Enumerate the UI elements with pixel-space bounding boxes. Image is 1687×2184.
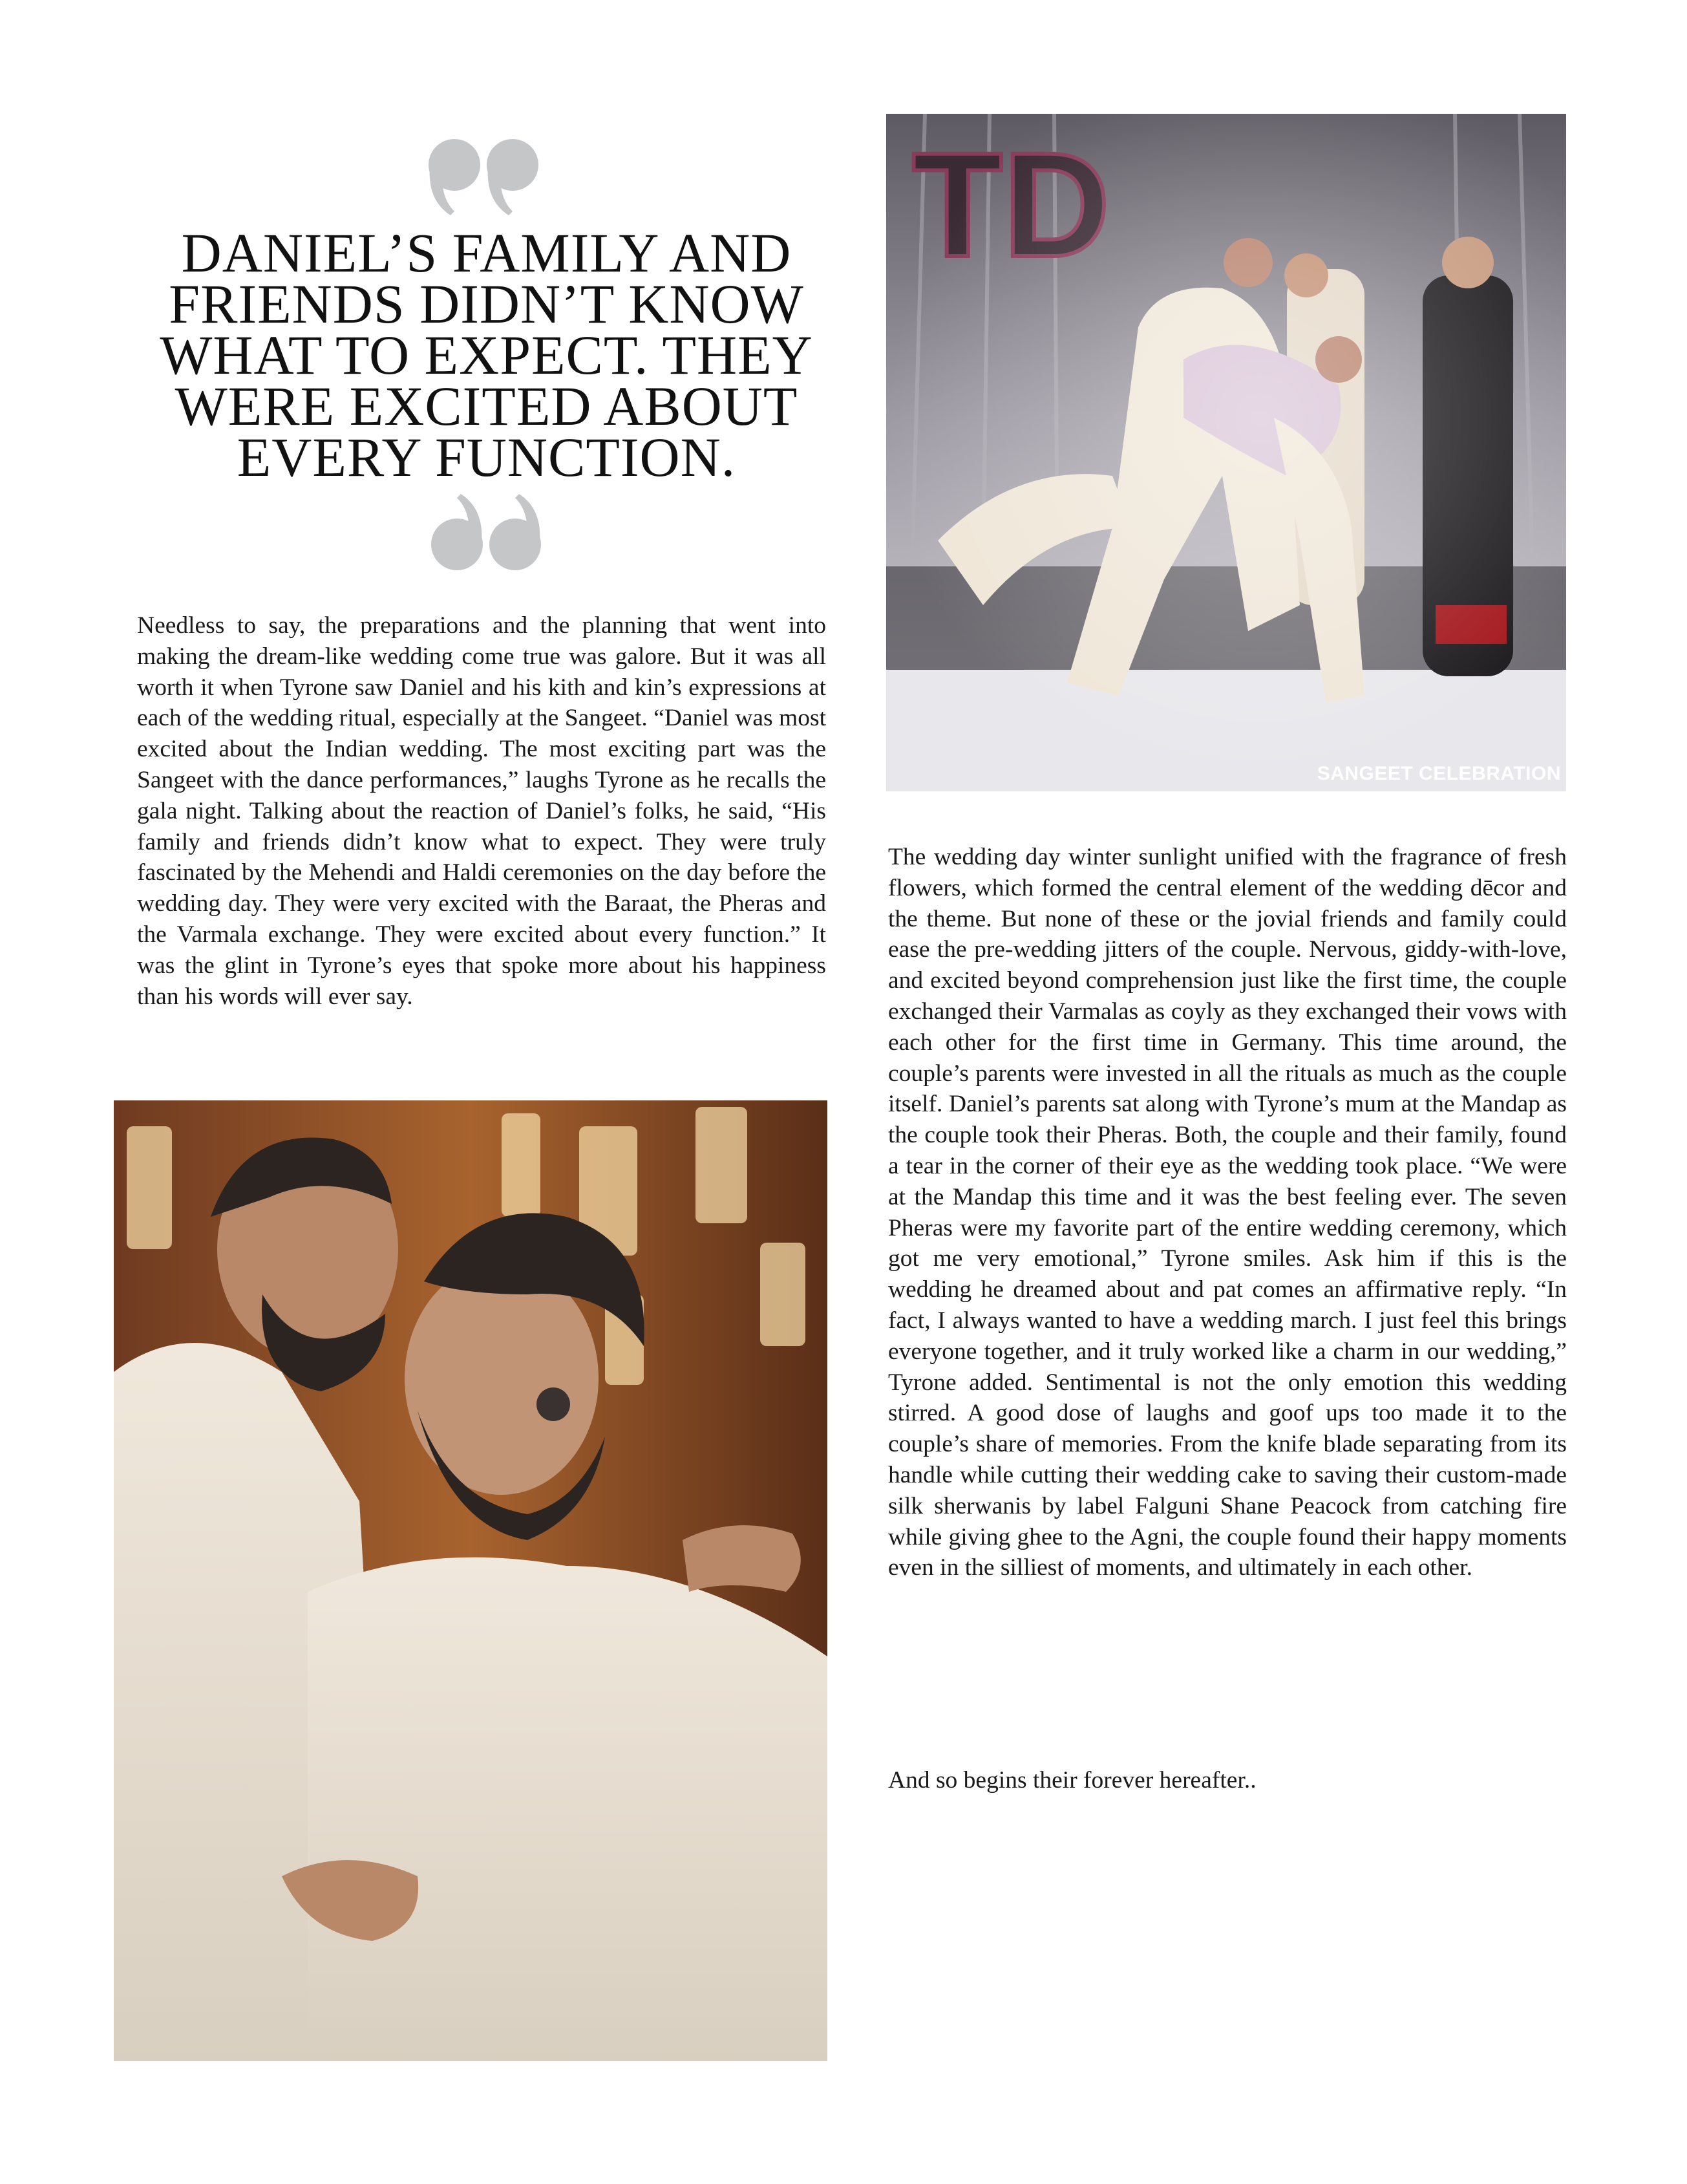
- couple-portrait-photo: [114, 1100, 827, 2061]
- photo-caption: SANGEET CELEBRATION: [1317, 763, 1561, 784]
- right-column-paragraph: The wedding day winter sunlight unified with the fragrance of fresh flowers, which formed the central element of the wedding dēcor and the theme. But none of these or the jovial friends and family could ease the pre-wedding jitters of the couple. Nervous, giddy-with-love, and excited beyond comprehension just like the first time, the couple exchanged their Varmalas as coyly as they exchanged their vows with each other for the first time in Germany. This time around, the couple’s parents were invested in all the rituals as much as the couple itself. Daniel’s parents sat along with Tyrone’s mum at the Mandap as the couple took their Pheras. Both, the couple and their family, found a tear in the corner of their eye as the wedding took place. “We were at the Mandap this time and it was the best feeling ever. The seven Pheras were my favorite part of the entire wedding ceremony, which got me very emotional,” Tyrone smiles. Ask him if this is the wedding he dreamed about and pat comes an affirmative reply. “In fact, I always wanted to have a wedding march. I just feel this brings everyone together, and it truly worked like a charm in our wedding,” Tyrone added. Sentimental is not the only emotion this wedding stirred. A good dose of laughs and goof ups too made it to the couple’s share of memories. From the knife blade separating from its handle while cutting their wedding cake to saving their custom-made silk sherwanis by label Falguni Shane Peacock from catching fire while giving ghee to the Agni, the couple found their happy moments even in the silliest of moments, and ultimately in each other.: [888, 844, 1567, 1581]
- close-quote-icon: [423, 493, 546, 577]
- sangeet-celebration-photo: [886, 114, 1566, 791]
- left-column-paragraph: Needless to say, the preparations and the planning that went into making the dream-like wedding come true was galore. But it was all worth it when Tyrone saw Daniel and his kith and kin’s expressions at each of the wedding ritual, especially at the Sangeet. “Daniel was most excited about the Indian wedding. The most exciting part was the Sangeet with the dance performances,” laughs Tyrone as he recalls the gala night. Talking about the reaction of Daniel’s folks, he said, “His family and friends didn’t know what to expect. They were truly fascinated by the Mehendi and Haldi ceremonies on the day before the wedding day. They were very excited with the Baraat, the Pheras and the Varmala exchange. They were excited about every function.” It was the glint in Tyrone’s eyes that spoke more about his happiness than his words will ever say.: [137, 612, 826, 1010]
- open-quote-icon: [423, 133, 546, 217]
- pull-quote: DANIEL’S FAMILY AND FRIENDS DIDN’T KNOW WHAT TO EXPECT. THEY WERE EXCITED ABOUT EVERY FUNCTION.: [160, 222, 813, 488]
- closing-line: And so begins their forever hereafter..: [888, 1767, 1257, 1793]
